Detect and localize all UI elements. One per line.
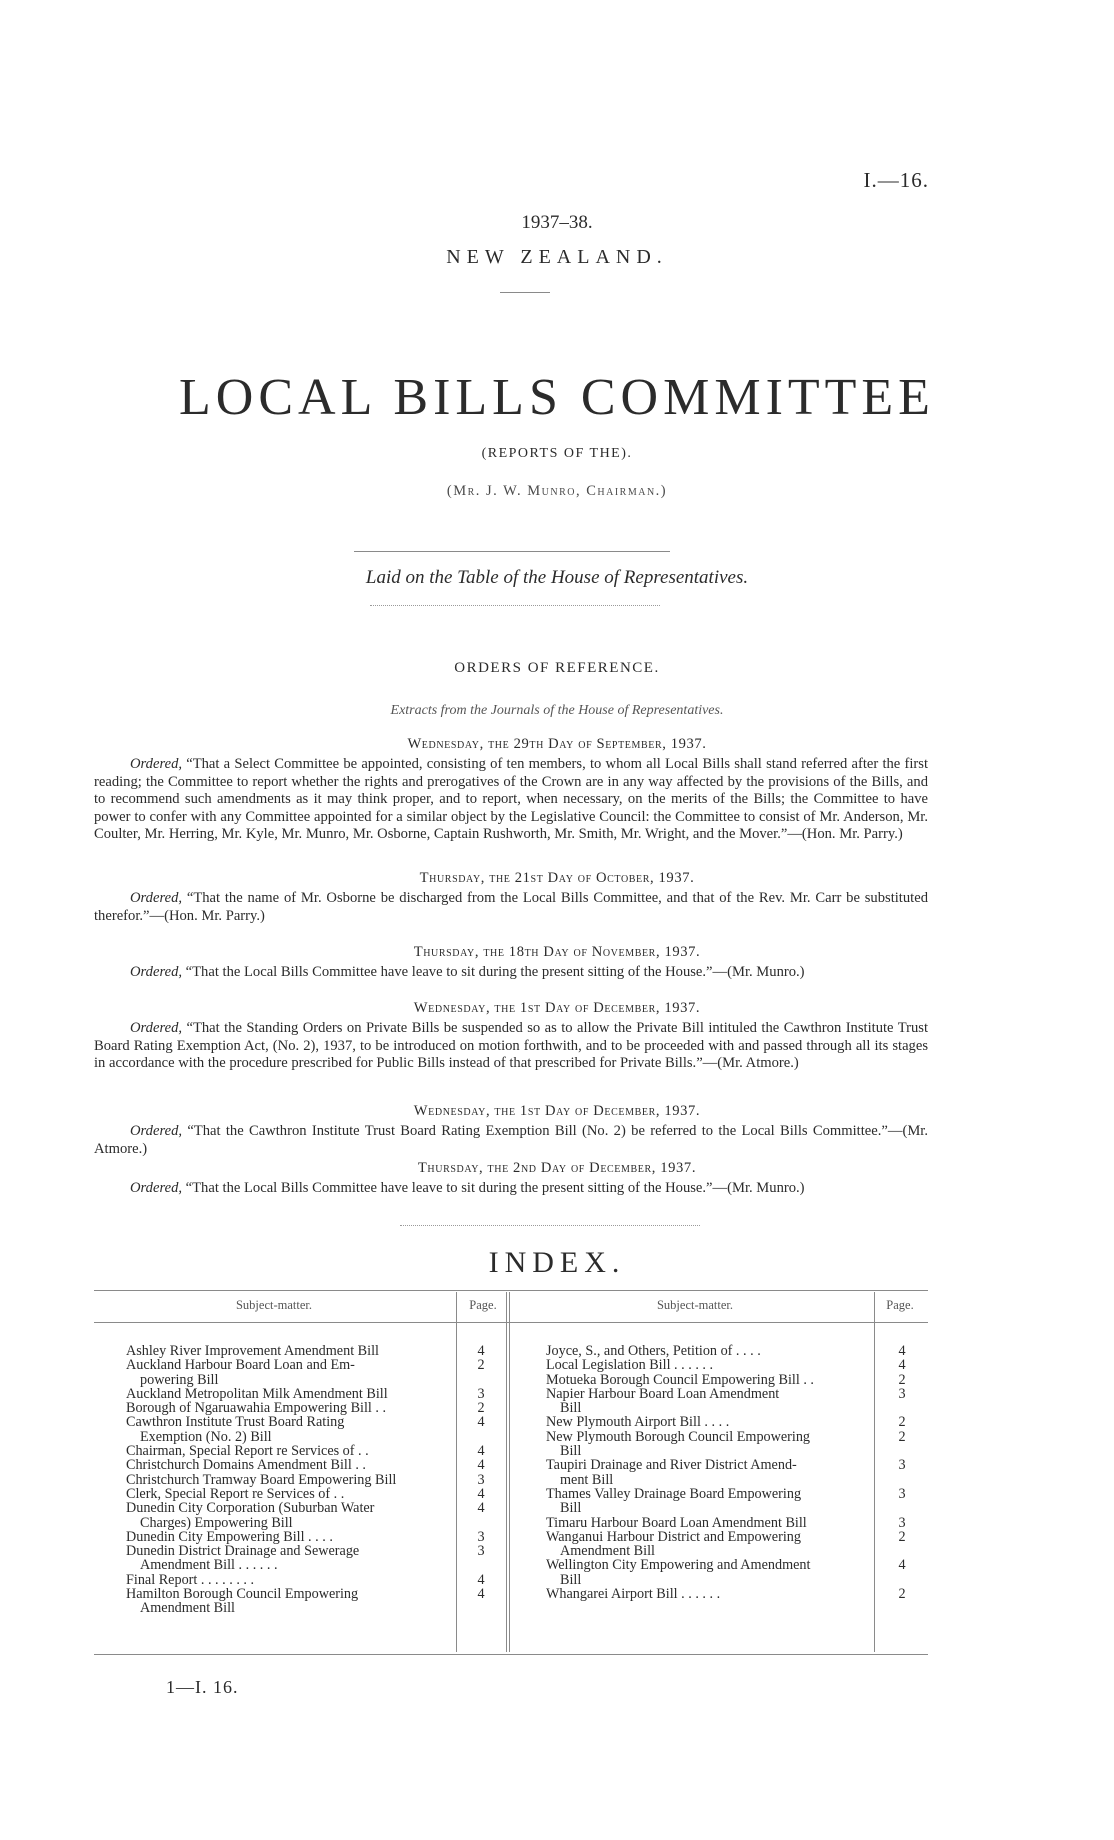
entry-continuation: Bill <box>560 1443 582 1460</box>
index-entry <box>126 1444 452 1458</box>
order-paragraph <box>94 964 928 982</box>
entry-continuation: Amendment Bill <box>560 1543 655 1560</box>
entry-page-number: 4 <box>477 1443 485 1459</box>
column-header-page: Page. <box>886 1298 914 1312</box>
entry-title: Whangarei Airport Bill . . . . . . <box>546 1586 721 1603</box>
entry-page-number: 2 <box>898 1586 906 1602</box>
entry-page-number: 2 <box>477 1357 485 1373</box>
entry-page-number: 4 <box>477 1414 485 1430</box>
entry-page-number: 2 <box>898 1529 906 1545</box>
entry-continuation: powering Bill <box>140 1371 219 1388</box>
entry-page-number: 4 <box>898 1343 906 1359</box>
ordered-label: Ordered, <box>130 756 183 772</box>
index-entry <box>126 1358 452 1387</box>
entry-page-number: 3 <box>477 1543 485 1559</box>
order-date: Thursday, the 21st Day of October, 1937. <box>419 870 695 886</box>
order-text: “That the Local Bills Committee have leave to sit during the present sitting of the House.”—(Mr. Munro.) <box>182 1180 805 1196</box>
entry-page-number: 4 <box>477 1500 485 1516</box>
orders-end-divider <box>400 1225 700 1226</box>
entry-page-number: 4 <box>477 1486 485 1502</box>
order-text: “That the Local Bills Committee have leave to sit during the present sitting of the House.”—(Mr. Munro.) <box>182 964 805 980</box>
ordered-label: Ordered, <box>130 1020 183 1036</box>
column-divider <box>506 1292 507 1652</box>
entry-page-number: 2 <box>898 1429 906 1445</box>
divider-upper <box>354 551 670 552</box>
index-entry <box>126 1473 452 1487</box>
entry-title: Borough of Ngaruawahia Empowering Bill . . <box>126 1400 387 1417</box>
entry-continuation: Exemption (No. 2) Bill <box>140 1428 272 1445</box>
index-entry <box>546 1516 870 1530</box>
entry-page-number: 3 <box>898 1486 906 1502</box>
entry-page-number: 2 <box>898 1372 906 1388</box>
order-text: “That a Select Committee be appointed, consisting of ten members, to whom all Local Bills shall stand referred after the first reading; the Committee to report whether the rights and prerogatives of the Crown are in any way affected by the provisions of the Bills, and to recommend such amendments as it may think proper, and to report, when necessary, on the merits of the Bills; the Committee to have power to confer with any Committee appointed for a similar object by the Legislative Council: the Committee to consist of Mr. Anderson, Mr. Coulter, Mr. Herring, Mr. Kyle, Mr. Munro, Mr. Osborne, Captain Rushworth, Mr. Smith, Mr. Wright, and the Mover.”—(Hon. Mr. Parry.) <box>94 756 928 842</box>
entry-page-number: 2 <box>477 1400 485 1416</box>
ordered-label: Ordered, <box>130 964 183 980</box>
order-text: “That the Cawthron Institute Trust Board Rating Exemption Bill (No. 2) be referred to the Local Bills Committee.”—(Mr. Atmore.) <box>94 1123 928 1157</box>
entry-title: Motueka Borough Council Empowering Bill . . <box>546 1371 814 1388</box>
index-entry <box>546 1587 870 1601</box>
entry-page-number: 4 <box>898 1357 906 1373</box>
entry-page-number: 3 <box>898 1515 906 1531</box>
column-header-subject: Subject-matter. <box>235 1298 313 1312</box>
index-entry <box>126 1530 452 1544</box>
order-date: Wednesday, the 1st Day of December, 1937. <box>413 1103 701 1119</box>
entry-page-number: 4 <box>477 1343 485 1359</box>
entry-title: Auckland Metropolitan Milk Amendment Bill <box>126 1385 388 1402</box>
order-date: Thursday, the 2nd Day of December, 1937. <box>417 1160 697 1176</box>
index-entry <box>546 1487 870 1516</box>
entry-title: Hamilton Borough Council Empowering <box>126 1586 359 1603</box>
index-entry <box>126 1573 452 1587</box>
entry-page-number: 3 <box>477 1472 485 1488</box>
orders-heading: ORDERS OF REFERENCE. <box>454 660 660 676</box>
entry-continuation: Amendment Bill . . . . . . <box>140 1557 278 1574</box>
entry-page-number: 4 <box>898 1557 906 1573</box>
column-header-page: Page. <box>469 1298 497 1312</box>
entry-title: Wanganui Harbour District and Empowering <box>546 1528 801 1545</box>
entry-title: Cawthron Institute Trust Board Rating <box>126 1414 345 1431</box>
order-paragraph <box>94 756 928 844</box>
index-entry <box>546 1387 870 1416</box>
index-entry <box>126 1587 452 1616</box>
column-divider <box>456 1292 457 1652</box>
index-entry <box>126 1487 452 1501</box>
entry-page-number: 3 <box>898 1457 906 1473</box>
order-paragraph <box>94 1180 928 1198</box>
index-entry <box>546 1344 870 1358</box>
order-paragraph <box>94 1123 928 1158</box>
index-top-rule <box>94 1290 928 1291</box>
extracts-line: Extracts from the Journals of the House of Representatives. <box>390 703 724 718</box>
entry-page-number: 3 <box>477 1386 485 1402</box>
entry-title: Dunedin City Corporation (Suburban Water <box>126 1500 375 1517</box>
index-entry <box>126 1501 452 1530</box>
entry-continuation: Bill <box>560 1571 582 1588</box>
entry-title: Dunedin District Drainage and Sewerage <box>126 1543 360 1560</box>
divider-lower <box>370 605 660 606</box>
index-entry <box>546 1558 870 1587</box>
index-entry <box>546 1373 870 1387</box>
document-subtitle: (REPORTS OF THE). <box>481 446 633 461</box>
column-divider <box>874 1292 875 1652</box>
index-entry <box>546 1530 870 1559</box>
entry-page-number: 4 <box>477 1586 485 1602</box>
entry-title: Ashley River Improvement Amendment Bill <box>126 1343 379 1359</box>
entry-title: New Plymouth Borough Council Empowering <box>546 1428 811 1445</box>
entry-page-number: 4 <box>477 1572 485 1588</box>
entry-title: Thames Valley Drainage Board Empowering <box>546 1485 802 1502</box>
index-bottom-rule <box>94 1654 928 1655</box>
index-entry <box>546 1358 870 1372</box>
order-date: Thursday, the 18th Day of November, 1937. <box>413 944 701 960</box>
column-header-subject: Subject-matter. <box>656 1298 734 1312</box>
entry-page-number: 3 <box>477 1529 485 1545</box>
document-title: LOCAL BILLS COMMITTEE <box>179 369 935 426</box>
order-paragraph <box>94 1020 928 1073</box>
entry-title: Joyce, S., and Others, Petition of . . . . <box>546 1343 761 1359</box>
order-text: “That the name of Mr. Osborne be discharged from the Local Bills Committee, and that of the Rev. Mr. Carr be substituted therefor.”—(Hon. Mr. Parry.) <box>94 890 928 924</box>
entry-title: New Plymouth Airport Bill . . . . <box>546 1414 730 1431</box>
order-paragraph <box>94 890 928 925</box>
entry-title: Christchurch Domains Amendment Bill . . <box>126 1457 366 1474</box>
index-heading: INDEX. <box>488 1246 626 1279</box>
index-entry <box>126 1544 452 1573</box>
entry-page-number: 3 <box>898 1386 906 1402</box>
entry-continuation: ment Bill <box>560 1471 614 1488</box>
order-date: Wednesday, the 1st Day of December, 1937. <box>413 1000 701 1016</box>
index-left-column <box>126 1344 452 1616</box>
entry-title: Chairman, Special Report re Services of . . <box>126 1443 369 1460</box>
country-heading: NEW ZEALAND. <box>446 246 668 268</box>
laid-on-table: Laid on the Table of the House of Representatives. <box>365 567 749 588</box>
entry-continuation: Charges) Empowering Bill <box>140 1514 293 1531</box>
entry-continuation: Amendment Bill <box>140 1600 235 1617</box>
entry-title: Dunedin City Empowering Bill . . . . <box>126 1528 333 1545</box>
order-text: “That the Standing Orders on Private Bills be suspended so as to allow the Private Bill intituled the Cawthron Institute Trust Board Rating Exemption Act, (No. 2), 1937, to be introduced on motion forthwith, and to be proceeded with and passed through all its stages in accordance with the procedure prescribed for Public Bills instead of that prescribed for Private Bills.”—(Mr. Atmore.) <box>94 1020 928 1071</box>
ordered-label: Ordered, <box>130 890 183 906</box>
index-entry <box>126 1458 452 1472</box>
document-reference: I.—16. <box>863 168 929 192</box>
index-entry <box>126 1401 452 1415</box>
entry-title: Local Legislation Bill . . . . . . <box>546 1357 714 1374</box>
index-entry <box>126 1387 452 1401</box>
entry-continuation: Bill <box>560 1500 582 1517</box>
entry-title: Christchurch Tramway Board Empowering Bill <box>126 1471 397 1488</box>
ordered-label: Ordered, <box>130 1180 183 1196</box>
column-divider <box>509 1292 510 1652</box>
index-header-rule <box>94 1322 928 1323</box>
entry-continuation: Bill <box>560 1400 582 1417</box>
entry-title: Auckland Harbour Board Loan and Em- <box>126 1357 355 1374</box>
entry-page-number: 4 <box>477 1457 485 1473</box>
entry-title: Taupiri Drainage and River District Amend- <box>546 1457 797 1474</box>
index-entry <box>546 1415 870 1429</box>
entry-title: Final Report . . . . . . . . <box>126 1571 255 1588</box>
index-entry <box>546 1458 870 1487</box>
index-entry <box>126 1344 452 1358</box>
session-years: 1937–38. <box>521 212 593 233</box>
index-right-column <box>546 1344 870 1601</box>
index-entry <box>546 1430 870 1459</box>
entry-title: Timaru Harbour Board Loan Amendment Bill <box>546 1514 807 1531</box>
entry-title: Napier Harbour Board Loan Amendment <box>546 1385 780 1402</box>
short-divider <box>500 292 550 293</box>
chairman-line: (Mr. J. W. Munro, Chairman.) <box>446 483 668 499</box>
entry-page-number: 2 <box>898 1414 906 1430</box>
index-entry <box>126 1415 452 1444</box>
entry-title: Clerk, Special Report re Services of . . <box>126 1485 345 1502</box>
entry-title: Wellington City Empowering and Amendment <box>546 1557 811 1574</box>
signature-mark: 1—I. 16. <box>166 1677 239 1697</box>
order-date: Wednesday, the 29th Day of September, 1937. <box>407 736 707 752</box>
ordered-label: Ordered, <box>130 1123 183 1139</box>
